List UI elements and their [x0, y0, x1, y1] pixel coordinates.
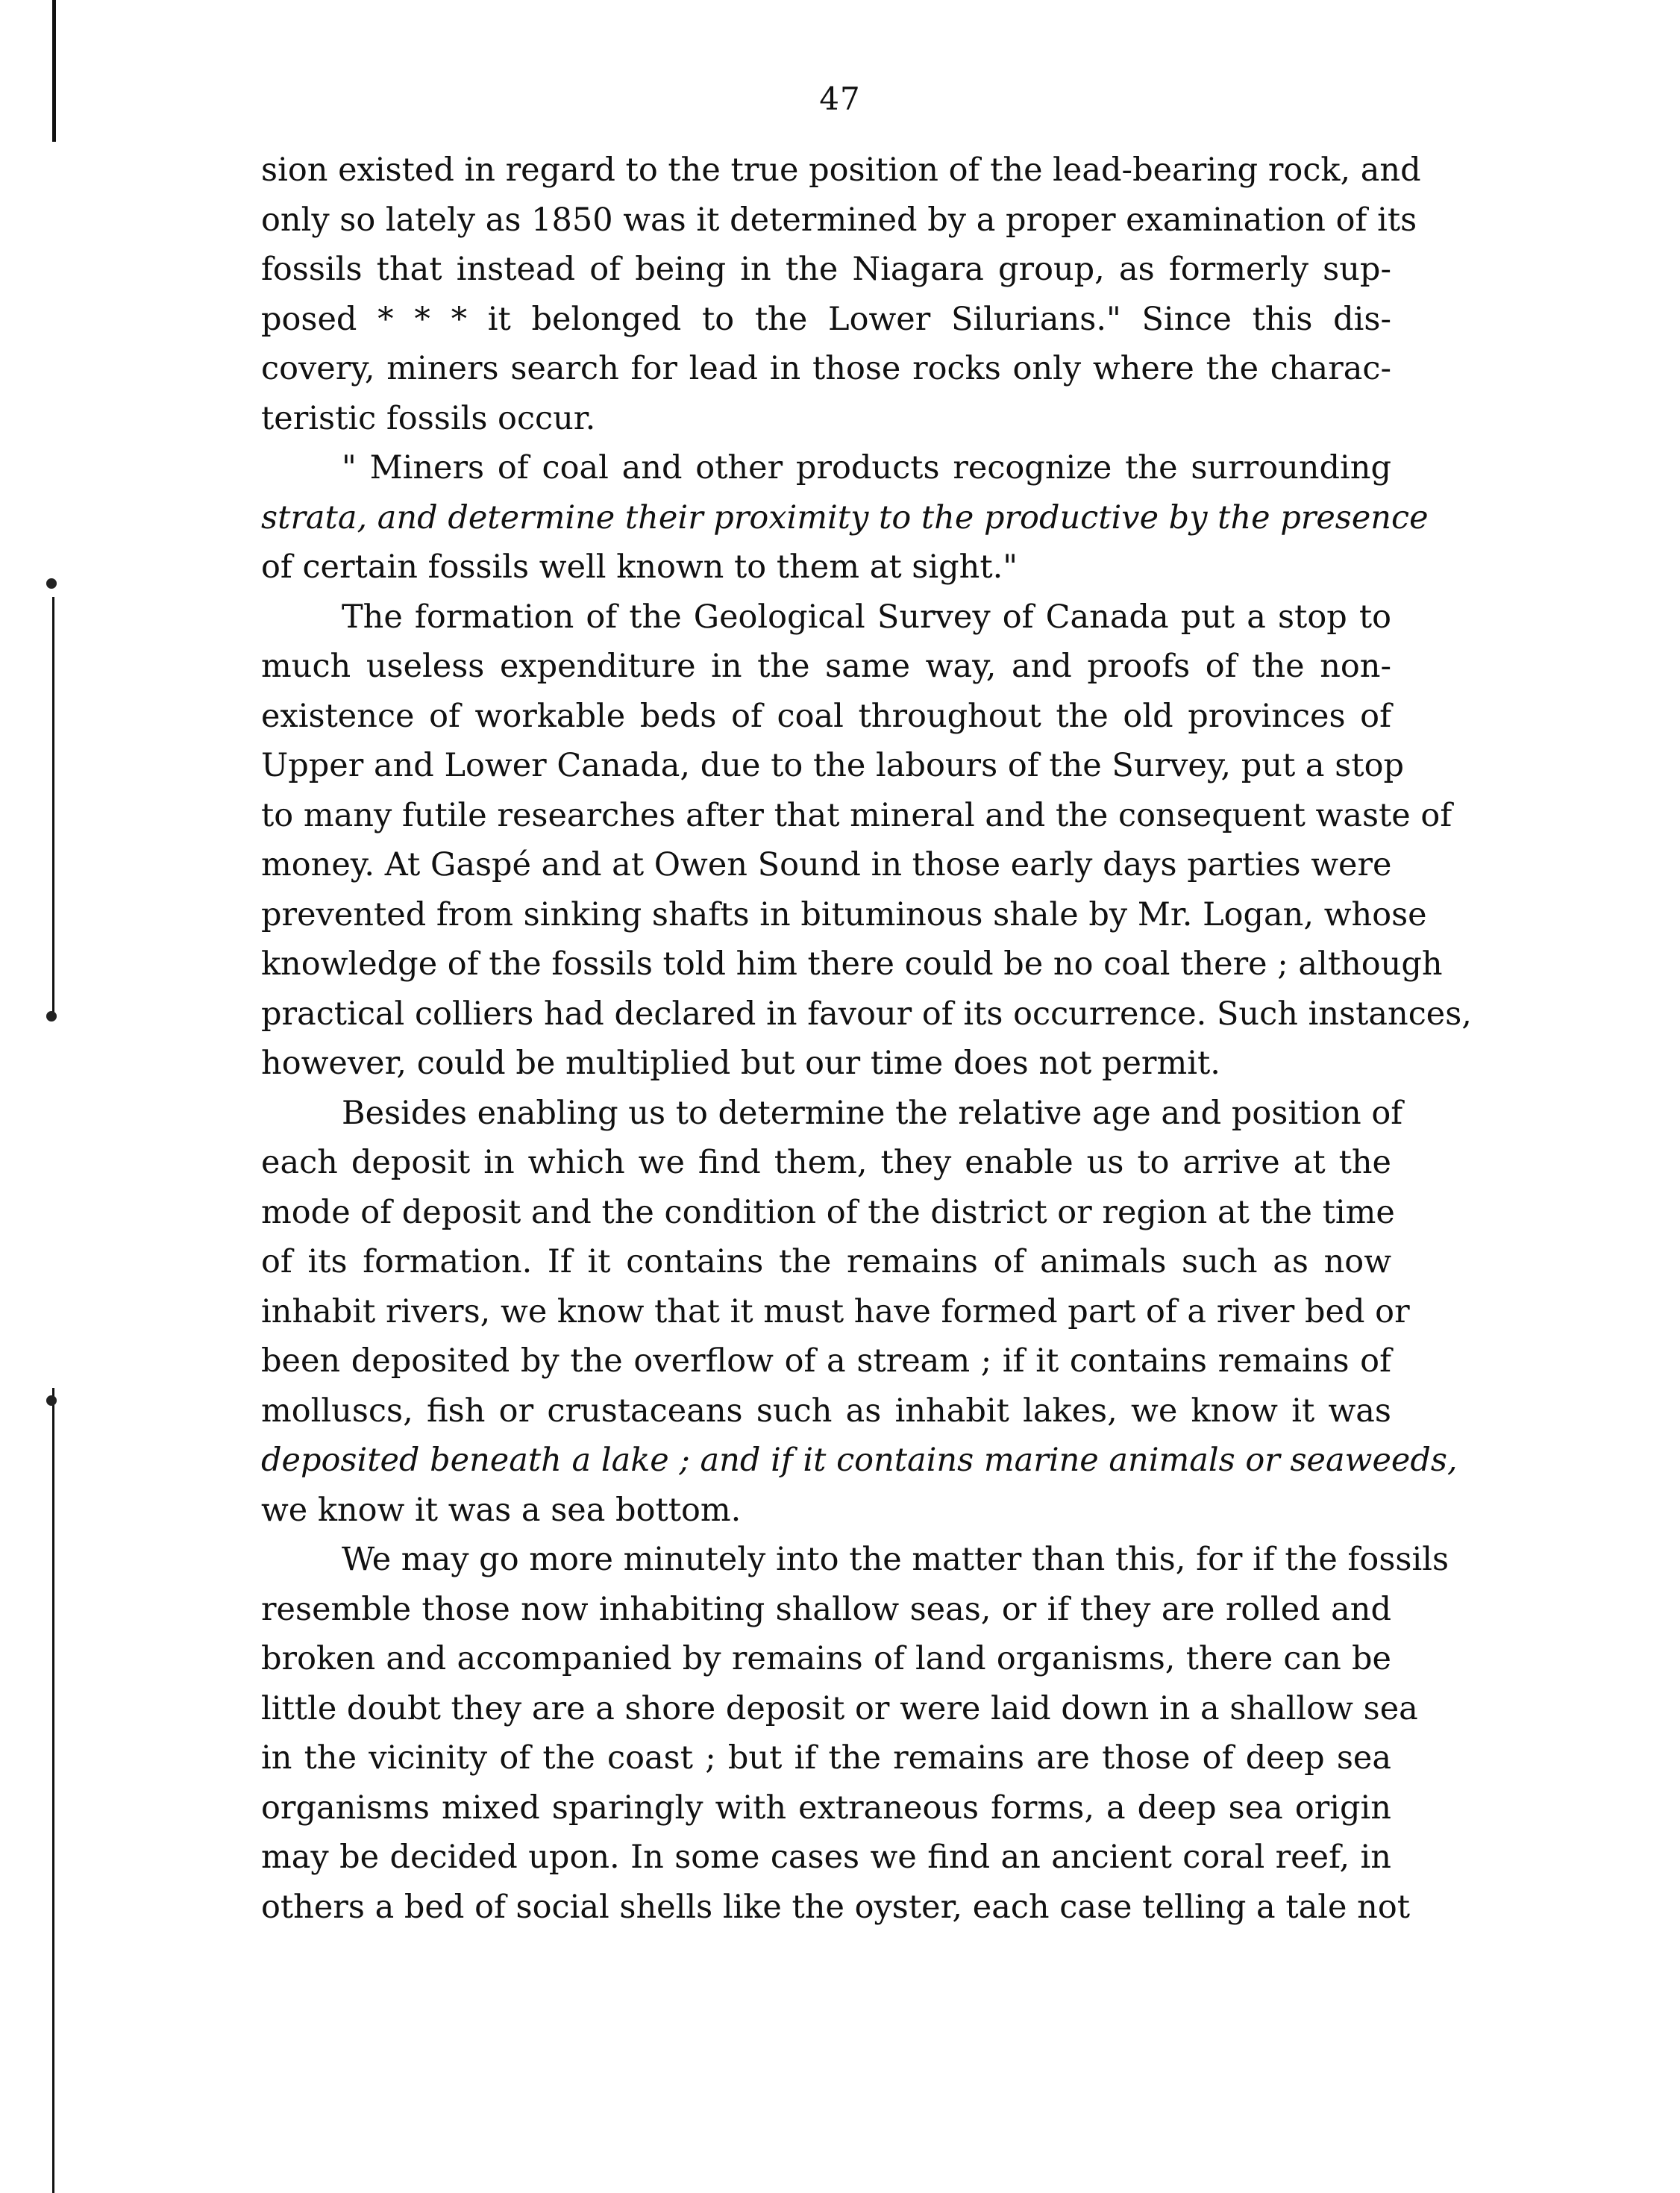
text-line: posed * * * it belonged to the Lower Silurians." Since this dis- [261, 300, 1391, 338]
text-line: only so lately as 1850 was it determined by a proper examination of its [261, 201, 1417, 239]
margin-rule-top [52, 0, 56, 142]
text-line: molluscs, fish or crustaceans such as inhabit lakes, we know it was [261, 1392, 1391, 1430]
body-text [261, 146, 1472, 1932]
text-line: deposited beneath a lake ; and if it contains marine animals or seaweeds, [261, 1442, 1458, 1479]
text-line: sion existed in regard to the true position of the lead-bearing rock, and [261, 151, 1421, 189]
margin-mark [46, 1395, 57, 1406]
text-line: existence of workable beds of coal throughout the old provinces of [261, 697, 1391, 735]
text-line: each deposit in which we find them, they enable us to arrive at the [261, 1144, 1391, 1181]
margin-rule-middle [52, 597, 54, 1015]
text-line: been deposited by the overflow of a stream ; if it contains remains of [261, 1342, 1391, 1380]
text-line: teristic fossils occur. [261, 399, 596, 437]
text-line: to many futile researches after that mineral and the consequent waste of [261, 796, 1452, 834]
margin-mark [46, 1011, 57, 1022]
text-line: of certain fossils well known to them at sight." [261, 548, 1018, 586]
text-line: we know it was a sea bottom. [261, 1491, 742, 1529]
text-line: covery, miners search for lead in those rocks only where the charac- [261, 350, 1391, 387]
text-line: resemble those now inhabiting shallow seas, or if they are rolled and [261, 1590, 1391, 1628]
text-line: fossils that instead of being in the Niagara group, as formerly sup- [261, 251, 1391, 288]
text-line: Upper and Lower Canada, due to the labours of the Survey, put a stop [261, 747, 1404, 784]
text-line: mode of deposit and the condition of the district or region at the time [261, 1193, 1395, 1231]
text-line: broken and accompanied by remains of land organisms, there can be [261, 1640, 1391, 1677]
text-line: practical colliers had declared in favour of its occurrence. Such instances, [261, 995, 1472, 1033]
text-line: however, could be multiplied but our time does not permit. [261, 1045, 1220, 1082]
text-line: prevented from sinking shafts in bituminous shale by Mr. Logan, whose [261, 895, 1427, 933]
margin-mark [46, 578, 57, 589]
text-line: may be decided upon. In some cases we find an ancient coral reef, in [261, 1839, 1391, 1876]
text-line: inhabit rivers, we know that it must have formed part of a river bed or [261, 1292, 1410, 1330]
text-line: much useless expenditure in the same way, and proofs of the non- [261, 648, 1391, 685]
text-line: organisms mixed sparingly with extraneous forms, a deep sea origin [261, 1789, 1391, 1827]
text-line: The formation of the Geological Survey of Canada put a stop to [342, 598, 1391, 636]
text-line: money. At Gaspé and at Owen Sound in those early days parties were [261, 846, 1392, 883]
text-line: of its formation. If it contains the remains of animals such as now [261, 1243, 1391, 1280]
text-line: little doubt they are a shore deposit or were laid down in a shallow sea [261, 1689, 1418, 1727]
page-number: 47 [819, 81, 861, 117]
text-line: knowledge of the fossils told him there could be no coal there ; although [261, 945, 1443, 983]
text-line: in the vicinity of the coast ; but if the remains are those of deep sea [261, 1739, 1391, 1777]
text-line: Besides enabling us to determine the relative age and position of [342, 1094, 1403, 1132]
text-line: " Miners of coal and other products recognize the surrounding [342, 449, 1391, 487]
margin-rule-bottom [52, 1388, 54, 2193]
text-line: others a bed of social shells like the oyster, each case telling a tale not [261, 1888, 1411, 1926]
text-line: We may go more minutely into the matter than this, for if the fossils [342, 1541, 1449, 1578]
text-line: strata, and determine their proximity to the productive by the presence [261, 498, 1429, 536]
